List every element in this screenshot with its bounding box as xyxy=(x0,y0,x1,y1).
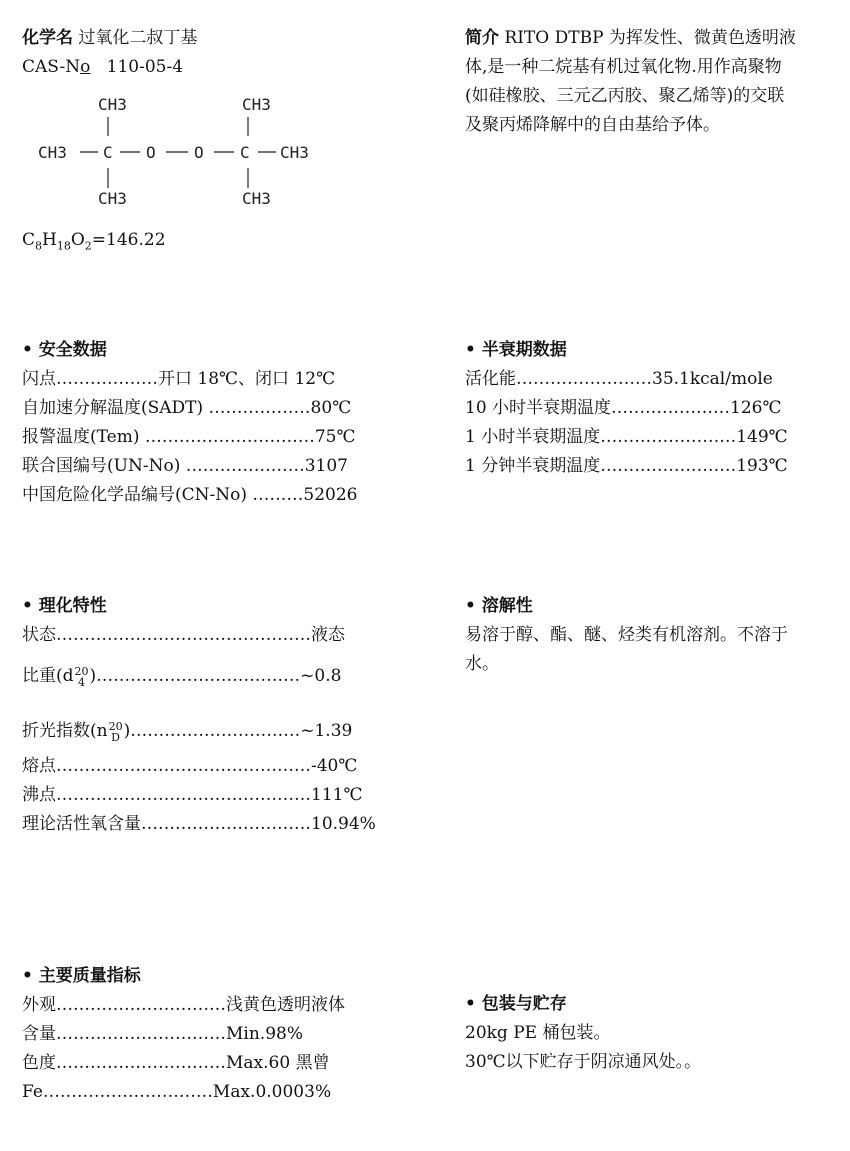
atom-c-right: C xyxy=(240,143,250,162)
atom-o-left: O xyxy=(146,143,156,162)
cas-label: CAS-No xyxy=(22,57,91,77)
atom-ch3-left: CH3 xyxy=(38,143,67,162)
safety-row-cn-number: 中国危险化学品编号(CN-No) ………52026 xyxy=(22,485,358,505)
physical-row-active-oxygen: 理论活性氧含量…………………………10.94% xyxy=(22,814,376,834)
packaging-line-2: 30℃以下贮存于阴凉通风处。。 xyxy=(465,1052,702,1072)
cas-number: 110-05-4 xyxy=(106,57,184,77)
refractive-value: )…………………………~1.39 xyxy=(123,721,353,741)
physical-row-boiling: 沸点………………………………………111℃ xyxy=(22,785,363,805)
solubility-section xyxy=(465,592,835,679)
intro-line-3: (如硅橡胶、三元乙丙胶、聚乙烯等)的交联 xyxy=(465,86,785,106)
atom-ch3-bottom-left: CH3 xyxy=(98,189,127,208)
refractive-label: 折光指数(n xyxy=(22,721,108,741)
formula-o-sub: 2 xyxy=(84,239,92,253)
quality-row-color: 色度…………………………Max.60 黑曾 xyxy=(22,1053,330,1073)
intro-label: 简介 xyxy=(465,28,499,48)
formula-o: O xyxy=(70,230,85,250)
packaging-title: • 包装与贮存 xyxy=(465,990,701,1019)
formula-h-sub: 18 xyxy=(56,239,71,253)
cas-row xyxy=(22,53,197,82)
intro-line-4: 及聚丙烯降解中的自由基给予体。 xyxy=(465,115,720,135)
intro-line-2: 体,是一种二烷基有机过氧化物.用作高聚物 xyxy=(465,57,782,77)
quality-row-iron: Fe…………………………Max.0.0003% xyxy=(22,1082,332,1102)
intro-block xyxy=(465,24,835,140)
quality-title: • 主要质量指标 xyxy=(22,962,345,991)
molecular-weight: =146.22 xyxy=(91,230,166,250)
formula-c: C xyxy=(22,230,36,250)
chemical-name-label: 化学名 xyxy=(22,28,73,48)
atom-ch3-top-left: CH3 xyxy=(98,95,127,114)
atom-ch3-bottom-right: CH3 xyxy=(242,189,271,208)
halflife-title: • 半衰期数据 xyxy=(465,336,788,365)
packaging-section xyxy=(465,990,701,1077)
density-notation xyxy=(75,666,89,688)
quality-row-appearance: 外观…………………………浅黄色透明液体 xyxy=(22,995,345,1015)
solubility-line-1: 易溶于醇、酯、醚、烃类有机溶剂。不溶于 xyxy=(465,625,788,645)
atom-ch3-right: CH3 xyxy=(280,143,309,162)
halflife-row-activation: 活化能……………………35.1kcal/mole xyxy=(465,369,773,389)
formula-h: H xyxy=(42,230,57,250)
identity-block xyxy=(22,24,197,82)
solubility-line-2: 水。 xyxy=(465,654,499,674)
refractive-sup: 20 xyxy=(108,719,123,733)
safety-row-alarm-temp: 报警温度(Tem) …………………………75℃ xyxy=(22,427,356,447)
safety-section xyxy=(22,336,357,510)
safety-row-un-number: 联合国编号(UN-No) …………………3107 xyxy=(22,456,348,476)
density-sub: 4 xyxy=(78,675,86,689)
safety-row-sadt: 自加速分解温度(SADT) ………………80℃ xyxy=(22,398,352,418)
refractive-notation xyxy=(109,721,123,743)
quality-row-content: 含量…………………………Min.98% xyxy=(22,1024,303,1044)
density-label: 比重(d xyxy=(22,666,74,686)
density-value: )………………………………~0.8 xyxy=(89,666,342,686)
intro-line-1: RITO DTBP 为挥发性、微黄色透明液 xyxy=(504,28,796,48)
atom-ch3-top-right: CH3 xyxy=(242,95,271,114)
physical-row-melting: 熔点………………………………………-40℃ xyxy=(22,756,358,776)
atom-c-left: C xyxy=(103,143,113,162)
packaging-line-1: 20kg PE 桶包装。 xyxy=(465,1023,611,1043)
chemical-name-row xyxy=(22,24,197,53)
physical-title: • 理化特性 xyxy=(22,592,376,621)
molecular-formula xyxy=(22,226,166,260)
safety-row-flash-point: 闪点………………开口 18℃、闭口 12℃ xyxy=(22,369,336,389)
safety-title: • 安全数据 xyxy=(22,336,357,365)
physical-section xyxy=(22,592,376,839)
structural-formula xyxy=(20,90,350,220)
refractive-sub: D xyxy=(111,730,120,744)
halflife-row-10h: 10 小时半衰期温度…………………126℃ xyxy=(465,398,782,418)
solubility-title: • 溶解性 xyxy=(465,592,835,621)
physical-row-state: 状态………………………………………液态 xyxy=(22,625,345,645)
formula-c-sub: 8 xyxy=(35,239,43,253)
halflife-row-1h: 1 小时半衰期温度……………………149℃ xyxy=(465,427,788,447)
halflife-row-1min: 1 分钟半衰期温度……………………193℃ xyxy=(465,456,788,476)
halflife-section xyxy=(465,336,788,481)
atom-o-right: O xyxy=(194,143,204,162)
quality-section xyxy=(22,962,345,1107)
density-sup: 20 xyxy=(74,664,89,678)
physical-row-density xyxy=(22,662,376,691)
chemical-name-value: 过氧化二叔丁基 xyxy=(78,28,198,48)
physical-row-refractive xyxy=(22,717,376,746)
